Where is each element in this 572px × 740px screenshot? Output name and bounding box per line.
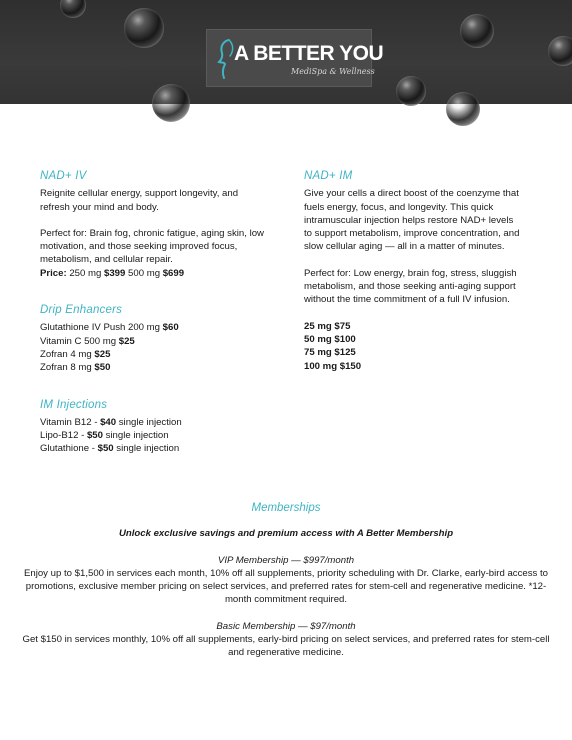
list-item: Vitamin C 500 mg $25 [40, 335, 135, 347]
bubble-decoration [548, 36, 572, 66]
price-line: 25 mg $75 [304, 320, 351, 332]
nad-im-title: NAD+ IM [304, 170, 353, 182]
memberships-section [20, 502, 552, 660]
bubble-decoration [124, 8, 164, 48]
memberships-tagline: Unlock exclusive savings and premium access with A Better Membership [118, 528, 454, 540]
list-item: Zofran 4 mg $25 [40, 348, 111, 360]
price-amount: $399 [104, 267, 126, 279]
list-item: Zofran 8 mg $50 [40, 362, 111, 374]
price-dose: 250 mg [69, 267, 102, 279]
bubble-decoration [396, 76, 426, 106]
im-injections-title: IM Injections [40, 398, 108, 411]
nad-im-perfect-for: Perfect for: Low energy, brain fog, stress, sluggish metabolism, and those seeking anti-aging support without the time commitment of a full IV infusion. [304, 267, 517, 306]
header-banner [0, 0, 572, 104]
list-item: Glutathione IV Push 200 mg $60 [40, 322, 179, 334]
nad-im-intro: Give your cells a direct boost of the coenzyme that fuels energy, focus, and longevity. This quick intramuscular injection helps restore NAD+ levels to support metabolism, improve concentration, and slow cellular aging — all in a matter of minutes. [304, 188, 520, 253]
brand-logo [206, 29, 384, 87]
nad-iv-price [40, 267, 270, 280]
bubble-decoration [446, 92, 480, 126]
bubble-decoration [152, 84, 190, 122]
nad-iv-intro: Reignite cellular energy, support longevity, and refresh your mind and body. [40, 188, 239, 213]
list-item: Vitamin B12 - $40 single injection [40, 416, 182, 428]
basic-membership-desc: Get $150 in services monthly, 10% off all supplements, early-bird pricing on select services, and preferred rates for stem-cell and regenerative medicine. [22, 634, 550, 659]
vip-membership-title: VIP Membership — $997/month [217, 554, 355, 566]
brand-name: A BETTER YOU [234, 42, 384, 65]
list-item: Glutathione - $50 single injection [40, 443, 180, 455]
nad-iv-title: NAD+ IV [40, 170, 87, 182]
list-item: Lipo-B12 - $50 single injection [40, 430, 169, 442]
bubble-decoration [460, 14, 494, 48]
price-line: 50 mg $100 [304, 333, 356, 345]
drip-enhancers-title: Drip Enhancers [40, 304, 123, 317]
bubble-decoration [60, 0, 86, 18]
price-line: 75 mg $125 [304, 347, 356, 359]
brand-tagline: MediSpa & Wellness [291, 67, 375, 76]
vip-membership-desc: Enjoy up to $1,500 in services each month, 10% off all supplements, priority scheduling with Dr. Clarke, early-bird access to promotions, exclusive member pricing on select services, and preferred rates for stem-cell and regenerative medicine. *12-month commitment required. [23, 567, 548, 606]
left-column [40, 170, 270, 456]
basic-membership-title: Basic Membership — $97/month [216, 620, 356, 632]
nad-iv-perfect-for: Perfect for: Brain fog, chronic fatigue, aging skin, low motivation, and those seeking improved focus, metabolism, and cellular repair. [40, 227, 264, 266]
price-amount: $699 [162, 267, 185, 279]
price-dose: 500 mg [128, 267, 161, 279]
price-line: 100 mg $150 [304, 360, 362, 372]
price-label: Price: [40, 267, 67, 279]
right-column [304, 170, 520, 373]
memberships-title: Memberships [251, 502, 321, 514]
